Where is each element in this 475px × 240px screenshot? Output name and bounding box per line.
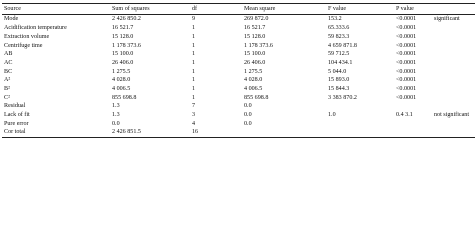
- cell-mean-square: 0.0: [244, 103, 252, 110]
- cell-note: [430, 85, 475, 94]
- cell-source: Residual: [4, 103, 26, 110]
- cell-p-value: <0.0001: [396, 16, 417, 23]
- cell-f-value: 65.333.6: [328, 25, 350, 32]
- cell-df: 16: [184, 128, 222, 137]
- cell-df: 1: [192, 51, 196, 58]
- table-row: [2, 111, 475, 120]
- cell-source: AB: [4, 51, 13, 58]
- cell-mean-square: 15 100.0: [244, 51, 266, 58]
- cell-p-value: <0.0001: [396, 85, 417, 92]
- cell-f-value: 59 823.3: [328, 33, 350, 40]
- cell-note: [430, 76, 475, 85]
- cell-p-value: [388, 119, 430, 128]
- cell-note: [430, 67, 475, 76]
- cell-sum-of-squares: 4 006.5: [112, 85, 131, 92]
- cell-mean-square: [222, 128, 318, 137]
- cell-p-value: <0.0001: [396, 94, 417, 101]
- cell-f-value: [318, 102, 388, 111]
- cell-sum-of-squares: 855 698.8: [112, 94, 137, 101]
- header-sum-of-squares: Sum of squares: [90, 4, 184, 15]
- cell-sum-of-squares: 15 128.0: [112, 33, 134, 40]
- cell-f-value: 104 434.1: [328, 59, 353, 66]
- cell-mean-square: 1 178 373.6: [244, 42, 273, 49]
- cell-mean-square: 26 406.0: [244, 59, 266, 66]
- cell-df: 1: [192, 94, 196, 101]
- cell-p-value: <0.0001: [396, 51, 417, 58]
- cell-df: 1: [192, 59, 196, 66]
- cell-f-value: 15 893.0: [328, 77, 350, 84]
- cell-note: [430, 102, 475, 111]
- cell-df: 1: [192, 42, 196, 49]
- header-mean-square: Mean square: [222, 4, 318, 15]
- cell-note: [430, 50, 475, 59]
- header-f-value: F value: [318, 4, 388, 15]
- cell-sum-of-squares: 1.3: [112, 103, 120, 110]
- cell-f-value: 4 659 871.8: [328, 42, 357, 49]
- table-row: [2, 76, 475, 85]
- cell-note: [430, 24, 475, 33]
- cell-f-value: 153.2: [328, 16, 342, 23]
- cell-mean-square: 16 521.7: [244, 25, 266, 32]
- cell-f-value: 5 044.0: [328, 68, 347, 75]
- table-row: [2, 33, 475, 42]
- cell-note: [430, 33, 475, 42]
- cell-p-value: [388, 102, 430, 111]
- table-row: [2, 93, 475, 102]
- cell-note: not significant: [434, 112, 470, 118]
- table-row: [2, 59, 475, 68]
- cell-f-value: [318, 119, 388, 128]
- cell-source: Pure error: [4, 120, 29, 127]
- cell-f-value: 15 844.3: [328, 85, 350, 92]
- cell-sum-of-squares: 4 028.0: [112, 77, 131, 84]
- cell-p-value: [388, 128, 430, 137]
- cell-df: 1: [192, 77, 196, 84]
- cell-df: 1: [192, 33, 196, 40]
- cell-df: 1: [192, 85, 196, 92]
- cell-df: 9: [192, 16, 196, 23]
- cell-f-value: 59 712.5: [328, 51, 350, 58]
- cell-source: B²: [4, 85, 10, 92]
- header-df: df: [184, 4, 222, 15]
- table-row: [2, 41, 475, 50]
- cell-sum-of-squares: 1.3: [112, 112, 120, 118]
- cell-sum-of-squares: 2 426 850.2: [112, 16, 141, 23]
- cell-note: [430, 119, 475, 128]
- table-row: [2, 128, 475, 137]
- table-row: [2, 50, 475, 59]
- table-body: [2, 15, 475, 138]
- cell-mean-square: 269 872.0: [244, 16, 269, 23]
- cell-source: Extraction volume: [4, 33, 50, 40]
- cell-note: significant: [434, 16, 460, 23]
- table-row: [2, 24, 475, 33]
- cell-p-value: 0.4 3.1: [396, 112, 413, 118]
- anova-table: [2, 3, 475, 138]
- cell-source: AC: [4, 59, 13, 66]
- cell-p-value: <0.0001: [396, 77, 417, 84]
- cell-p-value: <0.0001: [396, 59, 417, 66]
- header-note: [430, 4, 475, 15]
- table-row: [2, 102, 475, 111]
- table-header-row: [2, 4, 475, 15]
- cell-df: 7: [192, 103, 196, 110]
- cell-p-value: <0.0001: [396, 25, 417, 32]
- table-row: [2, 119, 475, 128]
- cell-df: 4: [192, 120, 196, 127]
- cell-sum-of-squares: 0.0: [112, 120, 120, 127]
- cell-p-value: <0.0001: [396, 33, 417, 40]
- cell-p-value: <0.0001: [396, 68, 417, 75]
- cell-note: [430, 59, 475, 68]
- table-row: [2, 67, 475, 76]
- cell-mean-square: 4 006.5: [244, 85, 263, 92]
- cell-source: A²: [4, 77, 11, 84]
- cell-mean-square: 0.0: [244, 120, 252, 127]
- cell-sum-of-squares: 1 275.5: [112, 68, 131, 75]
- cell-df: 1: [192, 25, 196, 32]
- cell-source: Mode: [4, 16, 19, 23]
- cell-df: 1: [192, 68, 196, 75]
- cell-note: [430, 93, 475, 102]
- cell-df: 3: [192, 112, 196, 118]
- header-source: Source: [2, 4, 90, 15]
- cell-mean-square: 855 698.8: [244, 94, 269, 101]
- cell-sum-of-squares: 26 406.0: [112, 59, 134, 66]
- header-p-value: P value: [388, 4, 430, 15]
- cell-p-value: <0.0001: [396, 42, 417, 49]
- cell-sum-of-squares: 2 426 851.5: [90, 128, 184, 137]
- cell-source: Lack of fit: [4, 112, 30, 118]
- cell-mean-square: 1 275.5: [244, 68, 263, 75]
- cell-source: C²: [4, 94, 10, 101]
- cell-source: Centrifuge time: [4, 42, 43, 49]
- cell-source: BC: [4, 68, 13, 75]
- table-row: [2, 15, 475, 24]
- cell-mean-square: 0.0: [244, 112, 252, 118]
- cell-source: Cor total: [2, 128, 90, 137]
- cell-mean-square: 15 128.0: [244, 33, 266, 40]
- cell-note: [430, 41, 475, 50]
- cell-sum-of-squares: 1 178 373.6: [112, 42, 141, 49]
- cell-f-value: 3 383 870.2: [328, 94, 357, 101]
- cell-sum-of-squares: 16 521.7: [112, 25, 134, 32]
- cell-f-value: 1.0: [328, 112, 336, 118]
- cell-mean-square: 4 028.0: [244, 77, 263, 84]
- cell-note: [430, 128, 475, 137]
- cell-source: Acidification temperature: [4, 25, 67, 32]
- table-row: [2, 85, 475, 94]
- cell-f-value: [318, 128, 388, 137]
- cell-sum-of-squares: 15 100.0: [112, 51, 134, 58]
